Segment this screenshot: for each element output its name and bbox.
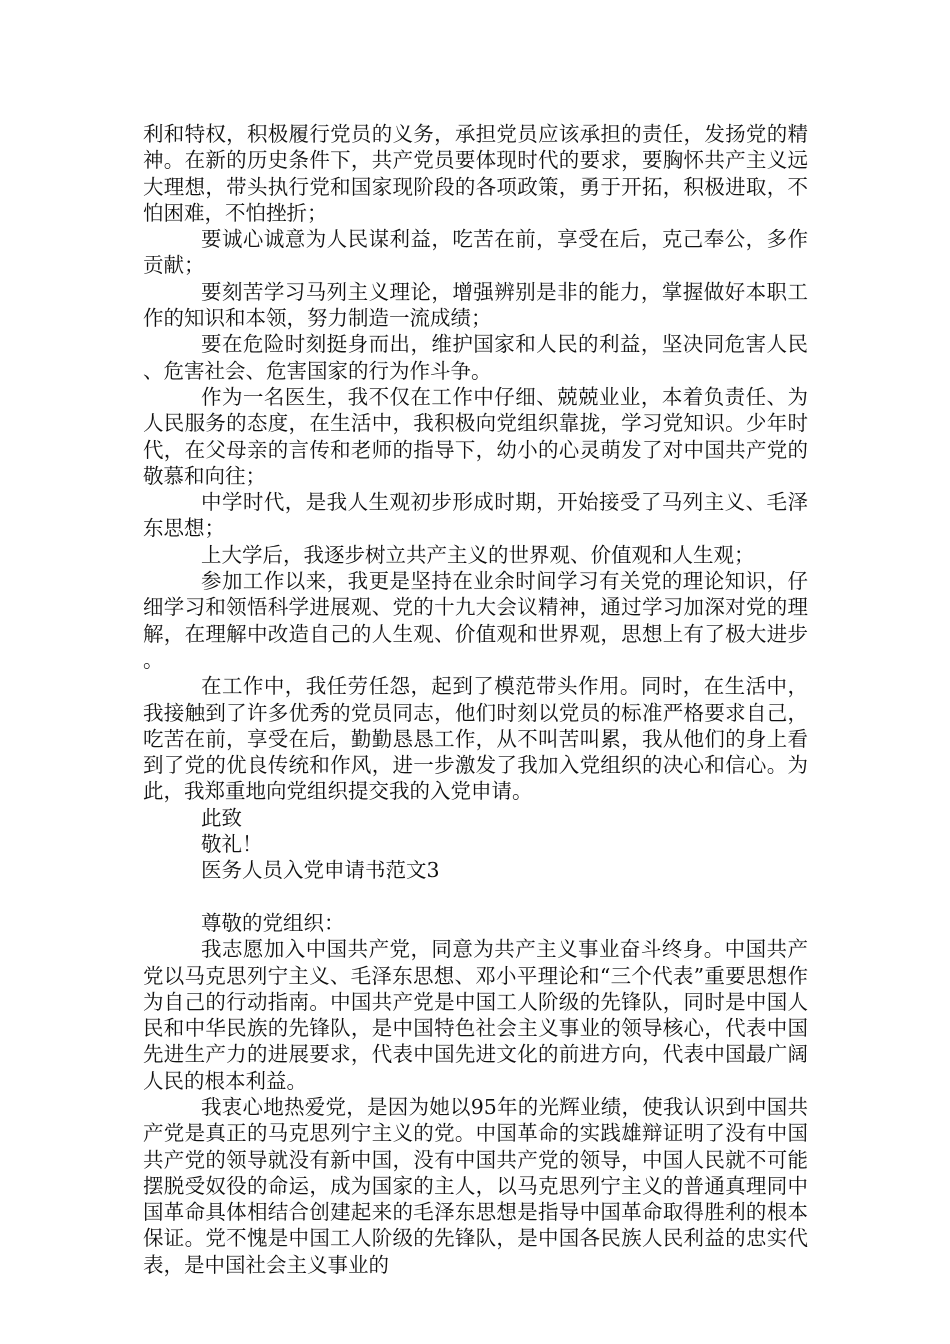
document-body — [143, 121, 808, 1278]
paragraph: 要诚心诚意为人民谋利益，吃苦在前，享受在后，克己奉公，多作贡献； — [143, 227, 808, 278]
paragraph: 在工作中，我任劳任怨，起到了模范带头作用。同时，在生活中，我接触到了许多优秀的党员同志，他们时刻以党员的标准严格要求自己，吃苦在前，享受在后，勤勤恳恳工作，从不叫苦叫累，我从他们的身上看到了党的优良传统和作风，进一步激发了我加入党组织的决心和信心。为此，我郑重地向党组织提交我的入党申请。 — [143, 674, 808, 804]
salutation: 尊敬的党组织： — [201, 910, 345, 935]
closing-line-1: 此致 — [201, 805, 242, 830]
blank-line — [143, 884, 808, 910]
paragraph: 我衷心地热爱党，是因为她以95年的光辉业绩，使我认识到中国共产党是真正的马克思列宁主义的党。中国革命的实践雄辩证明了没有中国共产党的领导就没有新中国，没有中国共产党的领导，中国人民就不可能摆脱受奴役的命运，成为国家的主人，以马克思列宁主义的普通真理同中国革命具体相结合创建起来的毛泽东思想是指导中国革命取得胜利的根本保证。党不愧是中国工人阶级的先锋队，是中国各民族人民利益的忠实代表，是中国社会主义事业的 — [143, 1094, 808, 1277]
closing-line-2: 敬礼！ — [201, 832, 263, 857]
paragraph: 我志愿加入中国共产党，同意为共产主义事业奋斗终身。中国共产党以马克思列宁主义、毛泽东思想、邓小平理论和“三个代表”重要思想作为自己的行动指南。中国共产党是中国工人阶级的先锋队，同时是中国人民和中华民族的先锋队，是中国特色社会主义事业的领导核心，代表中国先进生产力的进展要求，代表中国先进文化的前进方向，代表中国最广阔人民的根本利益。 — [143, 937, 808, 1093]
paragraph-continued: 利和特权，积极履行党员的义务，承担党员应该承担的责任，发扬党的精神。在新的历史条件下，共产党员要体现时代的要求，要胸怀共产主义远大理想，带头执行党和国家现阶段的各项政策，勇于开拓，积极进取，不怕困难，不怕挫折； — [143, 122, 808, 225]
paragraph: 中学时代，是我人生观初步形成时期，开始接受了马列主义、毛泽东思想； — [143, 490, 808, 541]
paragraph: 要刻苦学习马列主义理论，增强辨别是非的能力，掌握做好本职工作的知识和本领，努力制造一流成绩； — [143, 279, 808, 331]
paragraph: 参加工作以来，我更是坚持在业余时间学习有关党的理论知识，仔细学习和领悟科学进展观、党的十九大会议精神，通过学习加深对党的理解，在理解中改造自己的人生观、价值观和世界观，思想上有了极大进步。 — [143, 569, 808, 672]
paragraph: 要在危险时刻挺身而出，维护国家和人民的利益，坚决同危害人民、危害社会、危害国家的行为作斗争。 — [143, 332, 808, 383]
paragraph: 作为一名医生，我不仅在工作中仔细、兢兢业业，本着负责任、为人民服务的态度，在生活中，我积极向党组织靠拢，学习党知识。少年时代，在父母亲的言传和老师的指导下，幼小的心灵萌发了对中国共产党的敬慕和向往； — [143, 384, 808, 488]
paragraph: 上大学后，我逐步树立共产主义的世界观、价值观和人生观； — [201, 542, 755, 567]
section-title: 医务人员入党申请书范文3 — [201, 858, 440, 883]
